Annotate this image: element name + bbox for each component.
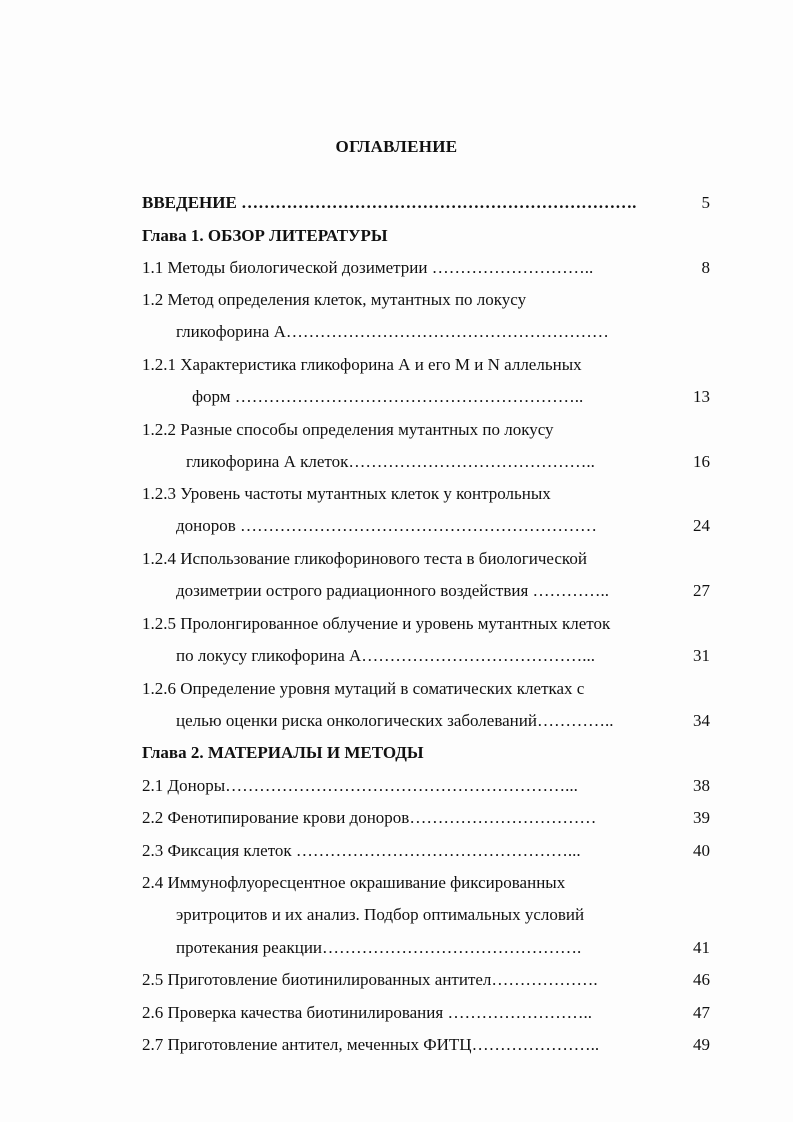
- toc-entry-continuation: доноров ………………………………………………………: [176, 516, 598, 535]
- toc-page-number: 47: [693, 1003, 710, 1022]
- toc-page-number: 39: [693, 808, 710, 827]
- toc-entry: 1.2 Метод определения клеток, мутантных по локусу: [142, 290, 527, 309]
- toc-entry-continuation: дозиметрии острого радиационного воздействия …………..: [176, 581, 610, 600]
- toc-entry: 2.2 Фенотипирование крови доноров……………………………: [142, 808, 597, 827]
- toc-entry: 1.2.2 Разные способы определения мутантных по локусу: [142, 420, 554, 439]
- toc-entry-continuation: протекания реакции……………………………………….: [176, 938, 582, 957]
- toc-page-number: 49: [693, 1035, 710, 1054]
- toc-entry-continuation: эритроцитов и их анализ. Подбор оптимальных условий: [176, 905, 585, 924]
- toc-entry: 1.2.1 Характеристика гликофорина А и его M и N аллельных: [142, 355, 582, 374]
- toc-entry: 2.7 Приготовление антител, меченных ФИТЦ…………………..: [142, 1035, 600, 1054]
- toc-entry: 2.6 Проверка качества биотинилирования ……………………..: [142, 1003, 592, 1022]
- toc-entry-continuation: гликофорина А клеток……………………………………..: [186, 452, 595, 471]
- toc-entry: 2.3 Фиксация клеток …………………………………………...: [142, 841, 581, 860]
- toc-page-number: 24: [693, 516, 710, 535]
- toc-entry: 1.2.5 Пролонгированное облучение и уровень мутантных клеток: [142, 614, 611, 633]
- toc-entry: 2.4 Иммунофлуоресцентное окрашивание фиксированных: [142, 873, 566, 892]
- toc-page-number: 31: [693, 646, 710, 665]
- toc-page-number: 13: [693, 387, 710, 406]
- toc-chapter-heading: Глава 1. ОБЗОР ЛИТЕРАТУРЫ: [142, 226, 388, 245]
- toc-entry-continuation: целью оценки риска онкологических заболеваний…………..: [176, 711, 614, 730]
- toc-entry: 1.2.3 Уровень частоты мутантных клеток у контрольных: [142, 484, 551, 503]
- toc-page-number: 46: [693, 970, 710, 989]
- toc-entry: 2.1 Доноры……………………………………………………...: [142, 776, 578, 795]
- toc-entry-introduction: ВВЕДЕНИЕ …………………………………………………………….: [142, 193, 637, 212]
- page-title: ОГЛАВЛЕНИЕ: [335, 137, 458, 156]
- toc-entry-continuation: гликофорина А…………………………………………………: [176, 322, 609, 341]
- toc-page-number: 27: [693, 581, 710, 600]
- toc-page-number: 16: [693, 452, 710, 471]
- toc-entry: 2.5 Приготовление биотинилированных антител……………….: [142, 970, 598, 989]
- toc-page-number: 38: [693, 776, 710, 795]
- toc-page-number: 34: [693, 711, 710, 730]
- toc-entry: 1.1 Методы биологической дозиметрии ………………………..: [142, 258, 594, 277]
- toc-chapter-heading: Глава 2. МАТЕРИАЛЫ И МЕТОДЫ: [142, 743, 424, 762]
- toc-page-number: 8: [701, 258, 710, 277]
- toc-entry-continuation: форм ……………………………………………………..: [192, 387, 584, 406]
- toc-page-number: 40: [693, 841, 710, 860]
- toc-page-number: 5: [701, 193, 710, 212]
- toc-page-number: 41: [693, 938, 710, 957]
- toc-entry: 1.2.6 Определение уровня мутаций в соматических клетках с: [142, 679, 585, 698]
- toc-entry: 1.2.4 Использование гликофоринового теста в биологической: [142, 549, 587, 568]
- toc-entry-continuation: по локусу гликофорина А…………………………………...: [176, 646, 596, 665]
